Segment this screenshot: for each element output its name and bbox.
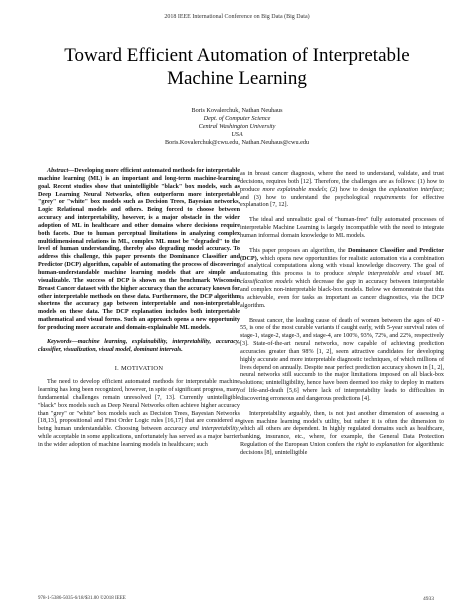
interp-em: right to explanation: [355, 442, 406, 449]
paper-title: [20, 44, 454, 90]
motivation-paragraph: [38, 379, 240, 450]
author-block: [0, 107, 474, 147]
dcp-text-c: which decrease the: [292, 279, 347, 286]
human-free-paragraph: The ideal and unrealistic goal of "human-free" fully automated processes of interpretable Machine Learning is largely incompatible with the need to integrate human informal domain knowledge to ML models.: [240, 217, 444, 239]
challenges-em-1: more explainable models: [262, 186, 326, 193]
dcp-em-1: simple interpretable and visual ML classification models: [240, 271, 444, 286]
conference-header: 2018 IEEE International Conference on Big Data (Big Data): [164, 14, 310, 20]
challenges-text-d: for effective explanation [7, 12].: [240, 194, 444, 209]
keywords: [38, 339, 240, 355]
title-line-1: Toward Efficient Automation of Interpretable: [64, 45, 410, 66]
dcp-bold: Dominance Classifier and Predictor (DCP),: [240, 247, 444, 262]
abstract-label: Abstract: [47, 168, 69, 174]
author-department: Dept. of Computer Science: [203, 115, 271, 122]
motivation-emphasis: accuracy and interpretability: [164, 426, 239, 433]
motivation-text-b: , while acceptable in some applications, unfortunately has served as a major barrier in the wider adoption of machine learning models in healthcare; such: [38, 426, 240, 448]
abstract-text: —Developing more efficient automated methods for interpretable machine learning (ML) is an important and long-term machine-learning goal. Recent studies show that unintelligible "black" box models, such as Deep Learning Neural Networks, often outperform more interpretable "grey" or "white" box models such as Decision Trees, Bayesian networks, Logic Relational models and others. Being forced to choose between accuracy and interpretability, however, is a major obstacle in the wider adoption of ML in healthcare and other domains where decisions require both facets. Due to human perceptual limitations in analyzing complex multidimensional relations in ML, complex ML must be "degraded" to the level of human understanding, thereby also degrading model accuracy. To address this challenge, this paper presents the Dominance Classifier and Predictor (DCP) algorithm, capable of automating the process of discovering human-understandable machine learning models that are simple and visualizable. The success of DCP is shown on the benchmark Wisconsin Breast Cancer dataset with the higher accuracy than the accuracy known for other interpretable methods on these data. Furthermore, the DCP algorithm shortens the accuracy gap between interpretable and non-interpretable models on these data. The DCP explanation includes both interpretable mathematical and visual forms. Such an approach opens a new opportunity for producing more accurate and domain-explainable ML models.: [38, 168, 240, 331]
dcp-text-a: This paper proposes an algorithm, the: [249, 247, 348, 254]
author-country: USA: [231, 131, 243, 138]
title-line-2: Machine Learning: [167, 68, 307, 89]
challenges-text-a: as in breast cancer diagnosis, where the need to understand, validate, and trust decisions, requires both [12]. Therefore, the challenges are as follows: (1) how to produce: [240, 171, 444, 193]
interp-text-a: Interpretability arguably, then, is not just another dimension of assessing a given machine learning model's utility, but rather it is often the dimension to which all others are dependent. In highly regulated domains such as healthcare, banking, insurance, etc., where, for example, the General Data Protection Regulation of the European Union confers the: [240, 410, 444, 449]
author-university: Central Washington University: [198, 123, 276, 130]
interp-text-b: for algorithmic decisions [8], unintelligible: [240, 442, 445, 456]
keywords-text: —machine learning, explainability, interpretability, accuracy, classifier, visualization, visual model, dominant intervals.: [38, 338, 240, 353]
dcp-paragraph: [240, 248, 444, 311]
abstract: [38, 168, 240, 333]
dcp-text-d: in accuracy between interpretable and complex non-interpretable black-box models. Below we demonstrate that this is achievable, even for tasks as important as cancer diagnostics, via the DCP algorithm.: [240, 279, 444, 309]
challenges-em-2: explanation interface: [388, 186, 443, 193]
author-emails: Boris.Kovalerchuk@cwu.edu, Nathan.Neuhaus@cwu.edu: [164, 139, 310, 146]
challenges-em-3: requirements: [373, 194, 406, 201]
author-names: Boris Kovalerchuk, Nathan Neuhaus: [191, 107, 283, 114]
dcp-em-2: gap: [346, 279, 356, 286]
keywords-label: Keywords: [47, 338, 72, 345]
right-column: [240, 171, 444, 458]
breast-cancer-paragraph: Breast cancer, the leading cause of death of women between the ages of 40 - 55, is one of the most curable variants if caught early, with 5-year survival rates of stage-1, stage-2, stage-3, and stage-4, are 100%, 93%, 72%, and 22%, respectively [3]. State-of-the-art neural networks, now capable of achieving prediction accuracies greater than 98% [1, 2], seem attractive candidates for developing highly accurate and more interpretable diagnostic techniques, of which millions of lives depend on annually. Despite near perfect prediction accuracy shown in [1, 2], neural networks still succumb to the major limitations imposed on all black-box solutions; unintelligibility, hence have been deemed too risky to deploy in matters of life-and-death [5,6] where lack of interpretability leads to difficulties in discovering erroneous and dangerous predictions [4].: [240, 317, 444, 402]
left-column: [38, 168, 240, 450]
challenges-text-c: ; and (3) how to understand the psychological: [240, 186, 444, 201]
motivation-text-a: The need to develop efficient automated methods for interpretable machine learning has long been recognized, however, in spite of significant progress, many fundamental challenges remain unresolved [7, 13]. Currently unintelligible "black" box models such as Deep Neural Networks often achieve higher accuracy than "grey" or "white" box models such as Decision Trees, Bayesian Networks [18,13], propositional and First Order Logic rules [16,17] that are considered as being human understandable. Choosing between: [38, 379, 240, 433]
continued-paragraph: [240, 171, 444, 210]
footer-page-number: 4933: [423, 596, 434, 602]
footer-copyright: 978-1-5386-5035-6/18/$31.00 ©2018 IEEE: [38, 596, 126, 601]
section-heading-motivation: I. MOTIVATION: [114, 365, 164, 373]
interpretability-paragraph: [240, 411, 444, 458]
challenges-text-b: ; (2) how to design the: [325, 186, 389, 193]
dcp-text-b: which opens new opportunities for realistic automation via a combination of analytical computations along with visual knowledge discovery. The goal of automating this process is to produce: [240, 255, 444, 278]
